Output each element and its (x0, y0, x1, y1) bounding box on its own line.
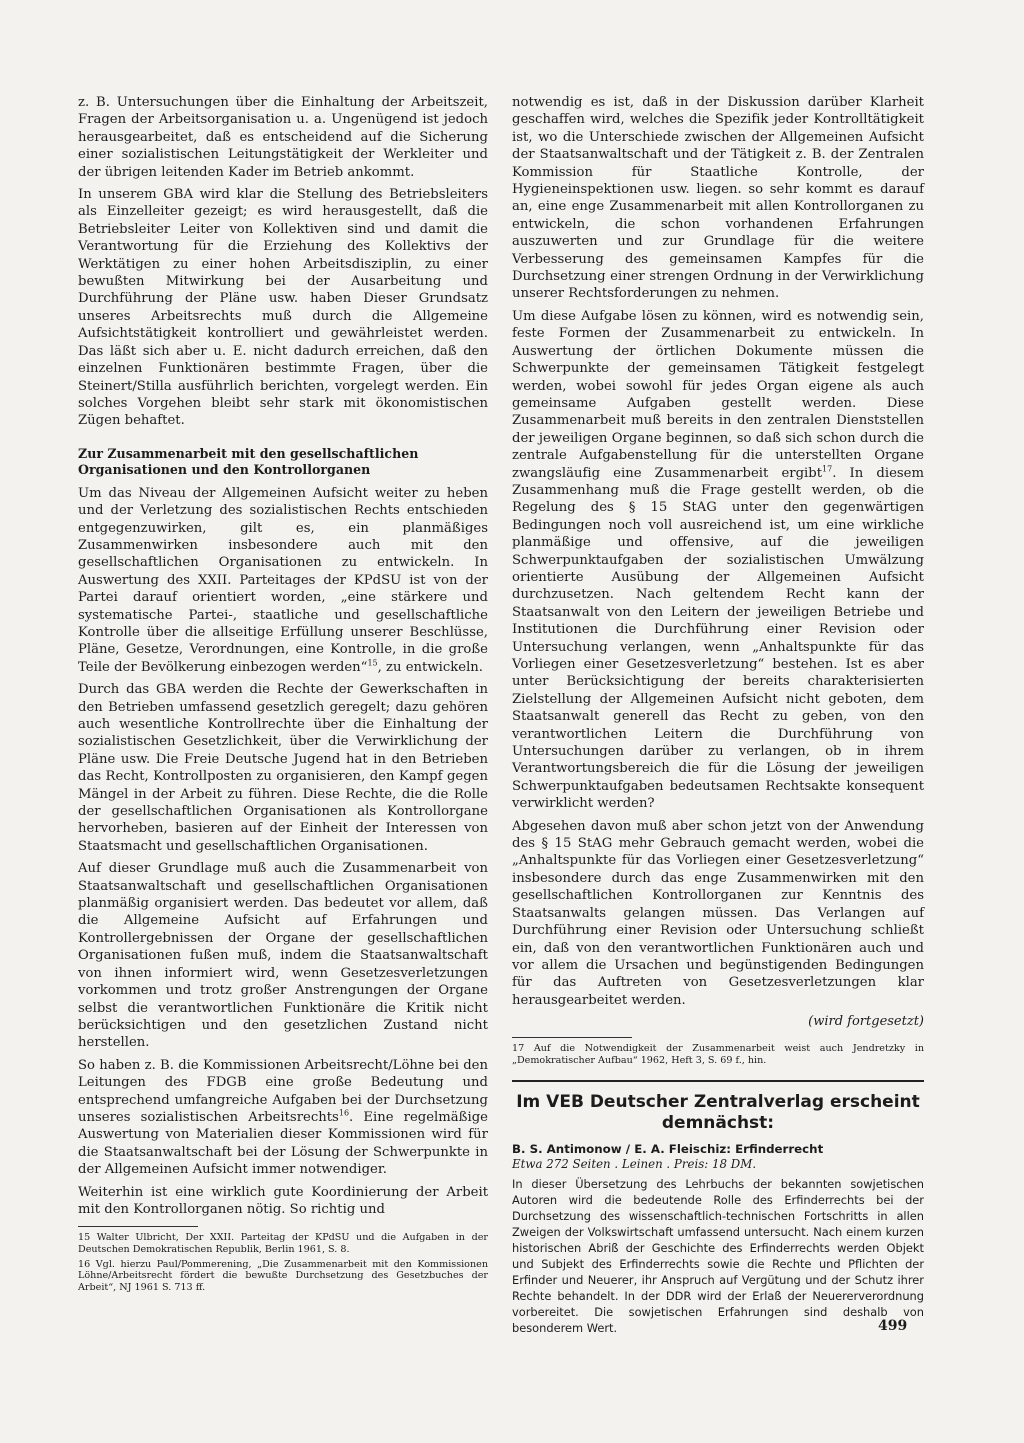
footnote-divider (512, 1037, 632, 1038)
section-heading: Zur Zusammenarbeit mit den gesellschaftlichen Organisationen und den Kontrollorganen (78, 445, 419, 478)
paragraph-text: Um diese Aufgabe lösen zu können, wird es notwendig sein, feste Formen der Zusammenarbeit zu entwickeln. In Auswertung der örtlichen Dokumente müssen die Schwerpunkte der gemeinsamen Tätigkeit festgelegt werden, wobei sowohl für jedes Organ eigene als auch gemeinsame Aufgaben gestellt werden. Diese Zusammenarbeit muß bereits in den zentralen Dienststellen der jeweiligen Organe beginnen, so daß sich schon durch die zentrale Aufgabenstellung für die unterstellten Organe zwangsläufig eine Zusammenarbeit ergibt (512, 308, 924, 481)
advertisement-divider (512, 1080, 924, 1082)
paragraph (78, 860, 488, 1051)
footnote: 15 Walter Ulbricht, Der XXII. Parteitag der KPdSU und die Aufgaben in der Deutschen Demokratischen Republik, Berlin 1961, S. 8. (78, 1232, 488, 1255)
book-description: In dieser Übersetzung des Lehrbuchs der bekannten sowjetischen Autoren wird die bedeutende Rolle des Erfinderrechts bei der Durchsetzung des wissenschaftlich-technischen Fortschritts in allen Zweigen der Volkswirtschaft umfassend untersucht. Nach einem kurzen historischen Abriß der Geschichte des Erfinderrechts werden Objekt und Subjekt des Erfinderrechts sowie die Rechte und Pflichten der Erfinder und Neuerer, ihr Anspruch auf Vergütung und der Schutz ihrer Rechte behandelt. In der DDR wird der Erlaß der Neuererverordnung vorbereitet. Die sowjetischen Erfahrungen sind deshalb von besonderem Wert. (512, 1177, 924, 1336)
paragraph: z. B. Untersuchungen über die Einhaltung der Arbeitszeit, Fragen der Arbeitsorganisation u. a. Ungenügend ist jedoch herausgearbeitet, daß es entscheidend auf die Sicherung einer sozialistischen Leitungstätigkeit der Werkleiter und der übrigen leitenden Kader im Betrieb ankommt. (78, 95, 488, 180)
footnote-divider (78, 1226, 198, 1227)
paragraph (78, 681, 488, 855)
footnote: 17 Auf die Notwendigkeit der Zusammenarbeit weist auch Jendretzky in „Demokratischer Aufbau“ 1962, Heft 3, S. 69 f., hin. (512, 1043, 924, 1066)
advertisement-heading: Im VEB Deutscher Zentralverlag erscheint demnächst: (516, 1092, 920, 1134)
paragraph-text: Auf dieser Grundlage muß auch die Zusammenarbeit von Staatsanwaltschaft und gesellschaftlichen Organisationen planmäßig organisiert werden. Das bedeutet vor allem, daß die Allgemeine Aufsicht auf Erfahrungen und Kontrollergebnissen der Organe der gesellschaftlichen Organisationen fußen muß, indem die Staatsanwaltschaft von ihnen informiert wird, wenn Gesetzesverletzungen vorkommen und trotz großer Anstrengungen der Organe selbst die verantwortlichen Funktionäre die Kritik nicht berücksichtigen und den gesetzlichen Zustand nicht herstellen. (78, 861, 488, 1051)
paragraph (512, 94, 924, 303)
paragraph-text: Abgesehen davon muß aber schon jetzt von der Anwendung des § 15 StAG mehr Gebrauch gemacht werden, wobei die „Anhaltspunkte für das Vorliegen einer Gesetzesverletzung“ insbesondere durch das enge Zusammenwirken mit den gesellschaftlichen Kontrollorganen zur Kenntnis des Staatsanwalts gelangen müssen. Das Verlangen auf Durchführung einer Revision oder Untersuchung schließt ein, daß von den verantwortlichen Funktionären auch und vor allem die Ursachen und begünstigenden Bedingungen für das Auftreten von Gesetzesverletzungen klar herausgearbeitet werden. (512, 818, 924, 1008)
paragraph-text: So haben z. B. die Kommissionen Arbeitsrecht/Löhne bei den Leitungen des FDGB eine große Bedeutung und entsprechend umfangreiche Aufgaben bei der Durchsetzung unseres sozialistischen Arbeitsrechts (78, 1057, 488, 1125)
footnote-ref: 15 (367, 658, 378, 668)
paragraph: In unserem GBA wird klar die Stellung des Betriebsleiters als Einzelleiter gezeigt; es wird herausgestellt, daß die Betriebsleiter Leiter von Kollektiven sind und damit die Verantwortung für die Erziehung des Kollektivs der Werktätigen zu einer hohen Arbeitsdisziplin, zu einer bewußten Mitwirkung bei der Ausarbeitung und Durchführung der Pläne usw. haben Dieser Grundsatz unseres Arbeitsrechts muß durch die Allgemeine Aufsichtstätigkeit kontrolliert und gewährleistet werden. Das läßt sich aber u. E. nicht dadurch erreichen, daß den einzelnen Funktionären bestimmte Fragen, über die Steinert/Stilla ausführlich berichten, vorgelegt werden. Ein solches Vorgehen bleibt sehr stark mit ökonomistischen Zügen behaftet. (78, 187, 488, 429)
footnote: 16 Vgl. hierzu Paul/Pommerening, „Die Zusammenarbeit mit den Kommissionen Löhne/Arbeitsrecht fördert die bewußte Durchsetzung des Gesetzbuches der Arbeit“, NJ 1961 S. 713 ff. (78, 1258, 488, 1293)
paragraph-text: , zu entwickeln. (377, 659, 484, 675)
advertisement (512, 1092, 924, 1336)
paragraph-text: Um das Niveau der Allgemeinen Aufsicht weiter zu heben und der Verletzung des sozialistischen Rechts entschieden entgegenzuwirken, gilt es, ein planmäßiges Zusammenwirken insbesondere auch mit den gesellschaftlichen Organisationen zu entwickeln. In Auswertung des XXII. Parteitages der KPdSU ist von der Partei darauf orientiert worden, „eine stärkere und systematische Partei-, staatliche und gesellschaftliche Kontrolle über die allseitige Erfüllung unserer Beschlüsse, Pläne, Gesetze, Verordnungen, eine Kontrolle, in die große Teile der Bevölkerung einbezogen werden“ (78, 485, 488, 675)
paragraph (78, 1184, 488, 1219)
footnote-ref: 16 (338, 1108, 350, 1118)
paragraph-text: notwendig es ist, daß in der Diskussion darüber Klarheit geschaffen wird, welches die Spezifik jeder Kontrolltätigkeit ist, wo die Unterschiede zwischen der Allgemeinen Aufsicht der Staatsanwaltschaft und der Tätigkeit z. B. der Zentralen Kommission für Staatliche Kontrolle, der Hygieneinspektionen usw. liegen. so sehr kommt es darauf an, eine enge Zusammenarbeit mit allen Kontrollorganen zu entwickeln, die schon vorhandenen Erfahrungen auszuwerten und zur Grundlage für die weitere Verbesserung des gemeinsamen Kampfes für die Durchsetzung einer strengen Ordnung in der Verwirklichung unserer Rechtsforderungen zu nehmen. (512, 95, 924, 302)
paragraph (512, 818, 924, 1009)
right-column (512, 94, 924, 1336)
paragraph-text: Weiterhin ist eine wirklich gute Koordinierung der Arbeit mit den Kontrollorganen nötig. So richtig und (78, 1184, 488, 1217)
footnote-ref: 17 (822, 464, 833, 474)
paragraph (78, 485, 488, 676)
continuation-note: (wird fortgesetzt) (808, 1014, 924, 1030)
paragraph (512, 308, 924, 813)
paragraph-text: Durch das GBA werden die Rechte der Gewerkschaften in den Betrieben umfassend gesetzlich geregelt; dazu gehören auch wesentliche Kontrollrechte über die Einhaltung der sozialistischen Gesetzlichkeit, über die Verwirklichung der Pläne usw. Die Freie Deutsche Jugend hat in den Betrieben das Recht, Kontrollposten zu organisieren, den Kampf gegen Mängel in der Arbeit zu führen. Diese Rechte, die die Rolle der gesellschaftlichen Organisationen als Kontrollorgane hervorheben, basieren auf der Einheit der Interessen von Staatsmacht und gesellschaftlichen Organisationen. (78, 682, 488, 854)
page-number: 499 (878, 1318, 908, 1334)
paragraph (78, 1057, 488, 1179)
paragraph-text: . Eine regelmäßige Auswertung von Materialien dieser Kommissionen wird für die Staatsanwaltschaft bei der Lösung der Schwerpunkte in der Allgemeinen Aufsicht immer notwendiger. (78, 1109, 488, 1178)
book-info: Etwa 272 Seiten . Leinen . Preis: 18 DM. (512, 1157, 757, 1172)
paragraph-text: . In diesem Zusammenhang muß die Frage gestellt werden, ob die Regelung des § 15 StAG unter den gegenwärtigen Bedingungen noch voll ausreichend ist, um eine wirkliche planmäßige und offensive, auf die jeweiligen Schwerpunktaufgaben der sozialistischen Umwälzung orientierte Ausübung der Allgemeinen Aufsicht durchzusetzen. Nach geltendem Recht kann der Staatsanwalt von den Leitern der jeweiligen Betriebe und Institutionen die Durchführung einer Revision oder Untersuchung verlangen, wenn „Anhaltspunkte für das Vorliegen einer Gesetzesverletzung“ bestehen. Ist es aber unter Berücksichtigung der bereits charakterisierten Zielstellung der Allgemeinen Aufsicht nicht geboten, dem Staatsanwalt generell das Recht zu geben, von den verantwortlichen Leitern die Durchführung von Untersuchungen darüber zu verlangen, ob in ihrem Verantwortungsbereich die für die Lösung der jeweiligen Schwerpunktaufgaben bedeutsamen Rechtsakte konsequent verwirklicht werden? (512, 465, 924, 812)
left-column (78, 94, 488, 1296)
book-title: B. S. Antimonow / E. A. Fleischiz: Erfinderrecht (512, 1142, 824, 1157)
